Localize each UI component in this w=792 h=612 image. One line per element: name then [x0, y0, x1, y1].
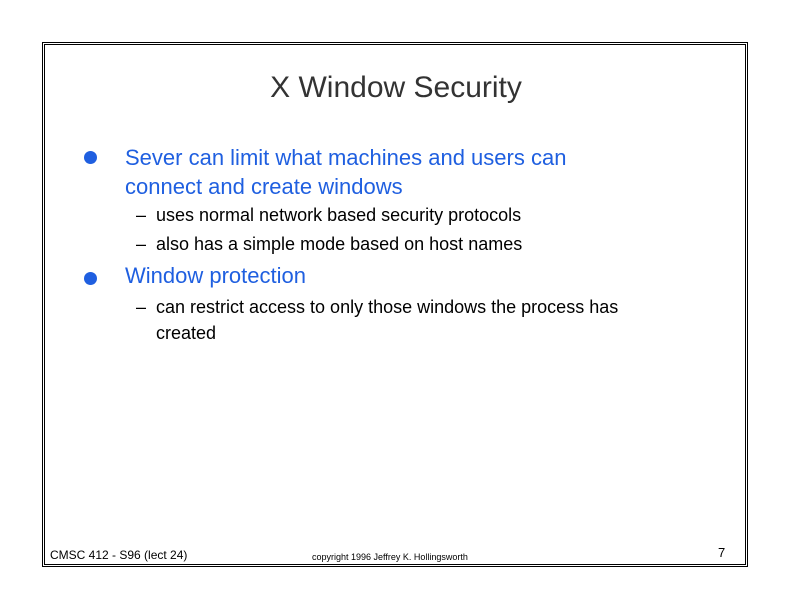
- dash-icon: –: [136, 234, 147, 254]
- bullet-text: Sever can limit what machines and users can connect and create windows: [125, 145, 567, 199]
- course-label: CMSC 412 - S96 (lect 24): [50, 548, 188, 562]
- bullet-dot-icon: [84, 151, 97, 164]
- bullet-dot-icon: [84, 272, 97, 285]
- copyright-notice: copyright 1996 Jeffrey K. Hollingsworth: [312, 552, 468, 562]
- sub-item-text: can restrict access to only those windows the process has created: [156, 297, 619, 343]
- dash-icon: –: [136, 297, 147, 317]
- bullet-text: Window protection: [125, 263, 306, 288]
- sub-item-text: also has a simple mode based on host names: [156, 234, 523, 254]
- sub-item-text: uses normal network based security protocols: [156, 205, 522, 225]
- slide-title: X Window Security: [270, 71, 522, 104]
- page-number: 7: [718, 545, 726, 560]
- dash-icon: –: [136, 205, 147, 225]
